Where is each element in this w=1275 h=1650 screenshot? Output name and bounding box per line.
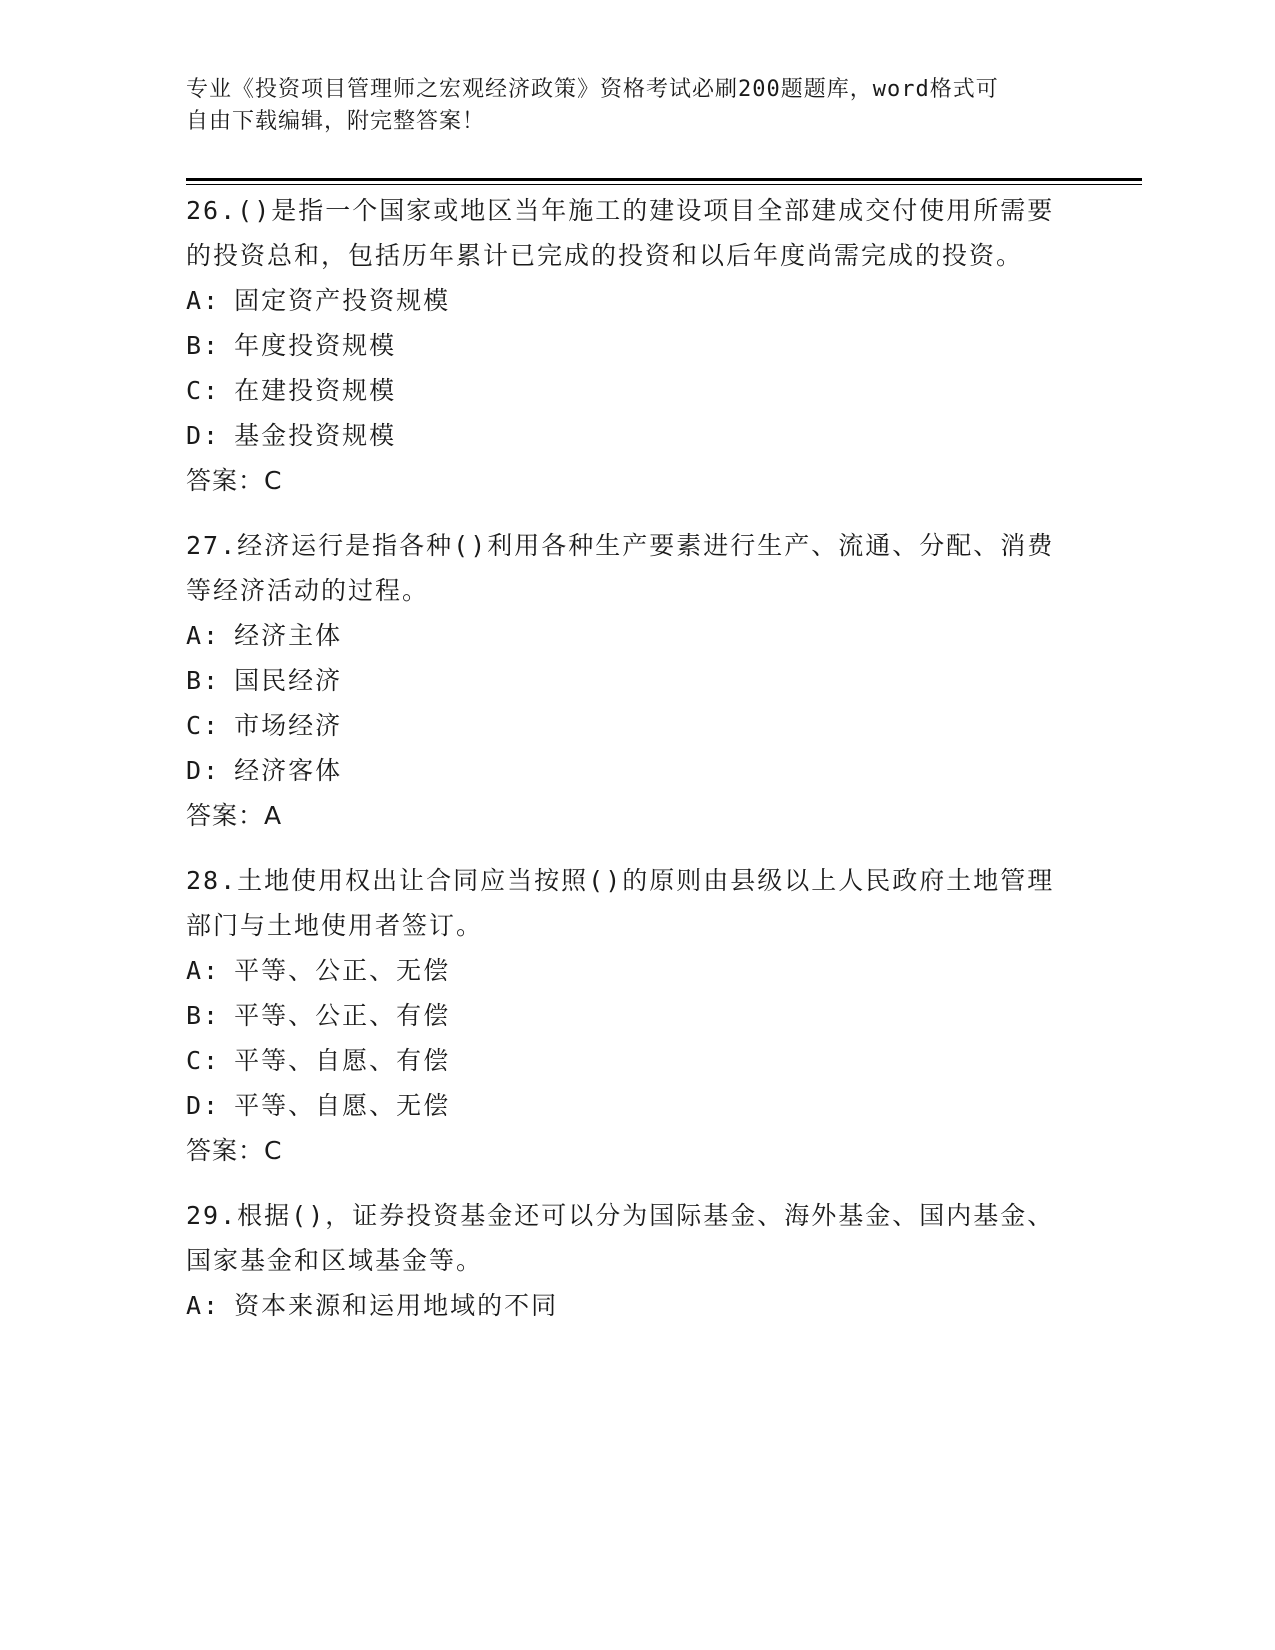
option-text: 平等、公正、有偿 [234,1001,451,1030]
question-stem: 29.根据()，证券投资基金还可以分为国际基金、海外基金、国内基金、国家基金和区域基金等。 [186,1201,1055,1275]
option-b [186,993,1066,1038]
question-29 [186,1193,1066,1328]
option-key: A: [186,621,221,650]
option-text: 固定资产投资规模 [234,286,451,315]
option-text: 年度投资规模 [234,331,397,360]
option-c [186,1038,1066,1083]
question-26 [186,188,1066,503]
option-text: 平等、公正、无偿 [234,956,451,985]
document-header [186,74,1066,138]
option-key: D: [186,1091,221,1120]
question-list [186,188,1066,1348]
header-line-1: 专业《投资项目管理师之宏观经济政策》资格考试必刷200题题库，word格式可 [186,77,999,102]
option-key: C: [186,1046,221,1075]
option-c [186,368,1066,413]
option-key: C: [186,711,221,740]
option-c [186,703,1066,748]
option-text: 平等、自愿、无偿 [234,1091,451,1120]
option-text: 在建投资规模 [234,376,397,405]
option-text: 市场经济 [234,711,343,740]
option-d [186,413,1066,458]
option-b [186,323,1066,368]
option-text: 经济客体 [234,756,343,785]
option-key: D: [186,421,221,450]
option-key: C: [186,376,221,405]
answer-line: 答案：C [186,1136,283,1165]
option-key: D: [186,756,221,785]
option-b [186,658,1066,703]
option-key: A: [186,956,221,985]
option-key: B: [186,1001,221,1030]
option-d [186,748,1066,793]
option-text: 经济主体 [234,621,343,650]
question-stem: 27.经济运行是指各种()利用各种生产要素进行生产、流通、分配、消费等经济活动的过程。 [186,531,1055,605]
option-key: A: [186,1291,221,1320]
option-key: B: [186,666,221,695]
answer-line: 答案：A [186,801,283,830]
question-stem: 26.()是指一个国家或地区当年施工的建设项目全部建成交付使用所需要的投资总和，包括历年累计已完成的投资和以后年度尚需完成的投资。 [186,196,1055,270]
option-a [186,948,1066,993]
option-key: A: [186,286,221,315]
option-text: 资本来源和运用地域的不同 [234,1291,559,1320]
answer-line: 答案：C [186,466,283,495]
option-a [186,278,1066,323]
header-line-2: 自由下载编辑，附完整答案！ [186,109,486,134]
option-text: 基金投资规模 [234,421,397,450]
option-key: B: [186,331,221,360]
header-divider-thick [186,178,1142,181]
question-27 [186,523,1066,838]
option-text: 国民经济 [234,666,343,695]
question-28 [186,858,1066,1173]
option-d [186,1083,1066,1128]
header-divider-thin [186,184,1142,185]
option-a [186,613,1066,658]
question-stem: 28.土地使用权出让合同应当按照()的原则由县级以上人民政府土地管理部门与土地使用者签订。 [186,866,1055,940]
option-text: 平等、自愿、有偿 [234,1046,451,1075]
option-a [186,1283,1066,1328]
